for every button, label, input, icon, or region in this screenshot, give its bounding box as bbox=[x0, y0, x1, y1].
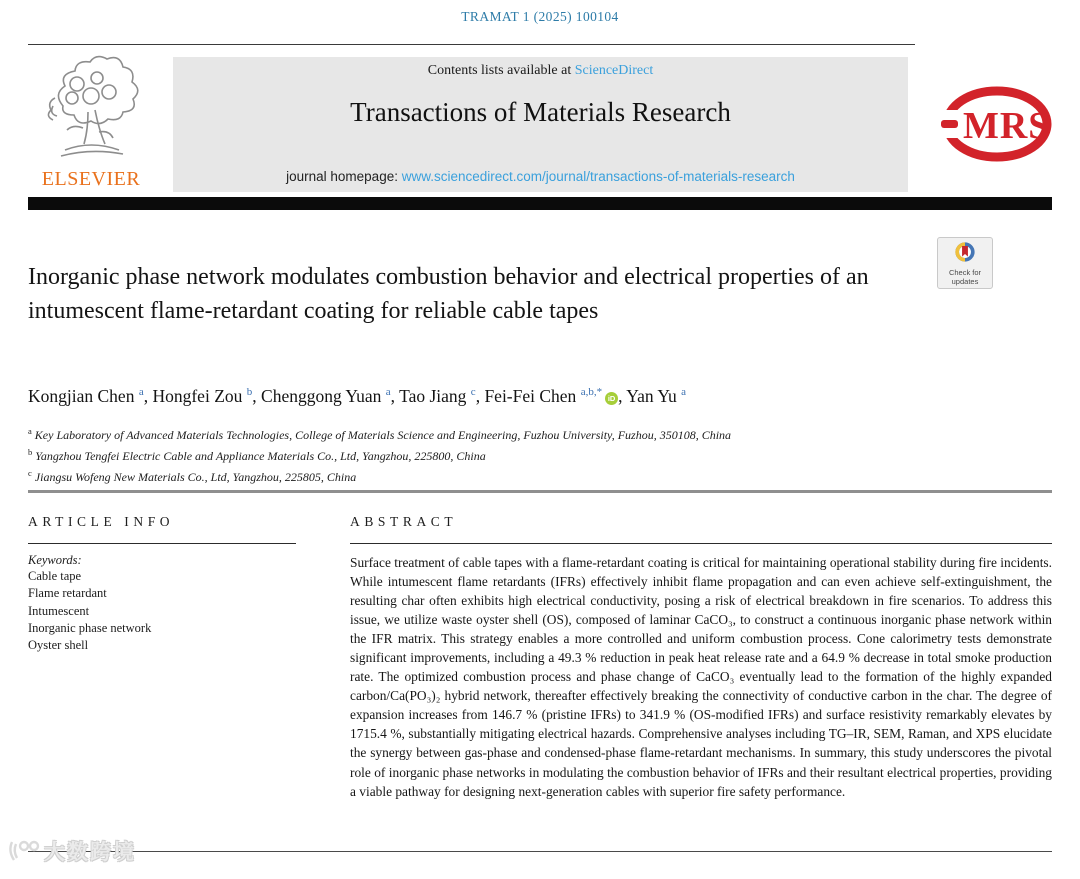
contents-text: Contents lists available at bbox=[427, 63, 575, 78]
orcid-icon[interactable]: iD bbox=[605, 392, 618, 405]
homepage-line bbox=[173, 169, 908, 184]
check-updates-line1: Check for bbox=[948, 268, 982, 277]
author-superscript: a bbox=[385, 386, 391, 399]
author: Chenggong Yuan $^a$ bbox=[261, 386, 391, 406]
journal-title: Transactions of Materials Research bbox=[350, 97, 731, 127]
keyword-item: Cable tape bbox=[28, 569, 82, 583]
homepage-label: journal homepage: bbox=[286, 169, 402, 184]
keywords-label: Keywords: bbox=[28, 553, 82, 567]
watermark-logo-icon bbox=[6, 838, 40, 864]
journal-homepage-link[interactable]: www.sciencedirect.com/journal/transactions-of-materials-research bbox=[401, 169, 795, 184]
author: Fei-Fei Chen $^{a,b,*}$iD bbox=[484, 386, 618, 406]
elsevier-logo[interactable] bbox=[26, 54, 156, 191]
affiliation-line: $^b$ Yangzhou Tengfei Electric Cable and Appliance Materials Co., Ltd, Yangzhou, 225800, China bbox=[28, 447, 486, 463]
watermark bbox=[6, 836, 136, 866]
check-for-updates-badge[interactable] bbox=[937, 237, 993, 289]
keyword-item: Oyster shell bbox=[28, 638, 89, 653]
article-info-rule bbox=[28, 543, 296, 544]
contents-line bbox=[173, 63, 908, 79]
check-updates-label bbox=[938, 269, 992, 286]
author-superscript: a,b,* bbox=[580, 386, 603, 399]
top-divider bbox=[28, 44, 915, 45]
abstract-heading: ABSTRACT bbox=[350, 514, 458, 529]
mrs-ellipse-icon bbox=[938, 84, 1052, 164]
author: Hongfei Zou $^b$ bbox=[152, 386, 253, 406]
footer-divider bbox=[28, 851, 1052, 852]
sciencedirect-link[interactable]: ScienceDirect bbox=[574, 63, 654, 78]
keyword-item: Inorganic phase network bbox=[28, 620, 152, 635]
crossmark-icon bbox=[954, 241, 976, 263]
section-divider bbox=[28, 490, 1052, 493]
keywords-list bbox=[28, 568, 296, 654]
mrs-logo bbox=[938, 84, 1052, 169]
journal-banner bbox=[173, 57, 908, 192]
author-superscript: a bbox=[138, 386, 144, 399]
article-info-heading: ARTICLE INFO bbox=[28, 514, 175, 529]
affiliation-line: $^c$ Jiangsu Wofeng New Materials Co., Ltd, Yangzhou, 225805, China bbox=[28, 468, 357, 484]
article-info-section bbox=[28, 514, 296, 654]
journal-reference: TRAMAT 1 (2025) 100104 bbox=[461, 9, 619, 24]
abstract-text: Surface treatment of cable tapes with a flame-retardant coating is critical for maintaining operational stability during fire incidents. While intumescent flame retardants (IFRs) effectively inhibit flame propagation and can even achieve self-extinguishment, the resulting char often exhibits high electrical conductivity, posing a risk of electrical breakdown in fire scenarios. To address this issue, we utilize waste oyster shell (OS), composed of laminar CaCO₃, to construct a continuous inorganic phase network within the IFR matrix. This strategy enables a more controlled and uniform combustion process. Cone calorimetry tests demonstrate significant improvements, including a 49.3 % reduction in peak heat release rate and a 64.9 % decrease in total smoke production rate. The optimized combustion process and phase change of CaCO₃ eventually lead to the formation of the highly expanded carbon/Ca(PO₃)₂ hybrid network, thereafter effectively breaking the connectivity of conductive carbon in the char. The degree of expansion increases from 146.7 % (pristine IFRs) to 341.9 % (OS-modified IFRs) and surface resistivity remarkably elevates by 1715.4 %, substantially mitigating electrical hazards. Comprehensive analyses including TG–IR, SEM, Raman, and XPS elucidate the synergy between gas-phase and condensed-phase flame-retardant mechanisms. In summary, this study underscores the pivotal role of inorganic phase networks in modulating the combustion behavior of IFRs and their resultant electrical properties, providing a viable pathway for designing next-generation cables with superior fire safety performance. bbox=[350, 555, 1052, 799]
author: Yan Yu $^a$ bbox=[626, 386, 687, 406]
author-superscript: b bbox=[246, 386, 253, 399]
abstract-rule bbox=[350, 543, 1052, 544]
header-bar bbox=[28, 197, 1052, 210]
keyword-item: Flame retardant bbox=[28, 586, 107, 601]
elsevier-wordmark: ELSEVIER bbox=[41, 168, 141, 190]
keyword-item: Intumescent bbox=[28, 603, 90, 618]
author-list: Kongjian Chen $^a$, Hongfei Zou $^b$, Chenggong Yuan $^a$, Tao Jiang $^c$, Fei-Fei Chen $^{a,b,*}$iD , Yan Yu $^a$ bbox=[28, 386, 687, 406]
abstract-section bbox=[350, 514, 1052, 801]
elsevier-tree-icon bbox=[39, 54, 143, 166]
article-title: Inorganic phase network modulates combustion behavior and electrical properties of an intumescent flame-retardant coating for reliable cable tapes bbox=[28, 264, 869, 324]
author-superscript: c bbox=[470, 386, 476, 399]
author: Kongjian Chen $^a$ bbox=[28, 386, 144, 406]
affiliations bbox=[28, 423, 888, 486]
author: Tao Jiang $^c$ bbox=[399, 386, 476, 406]
watermark-text: 大数跨境 bbox=[44, 841, 136, 864]
check-updates-line2: updates bbox=[951, 276, 979, 286]
mrs-wordmark: MRS bbox=[963, 105, 1051, 147]
author-superscript: a bbox=[681, 386, 687, 399]
affiliation-line: $^a$ Key Laboratory of Advanced Materials Technologies, College of Materials Science and Engineering, Fuzhou University, Fuzhou, 350108, China bbox=[28, 426, 732, 442]
